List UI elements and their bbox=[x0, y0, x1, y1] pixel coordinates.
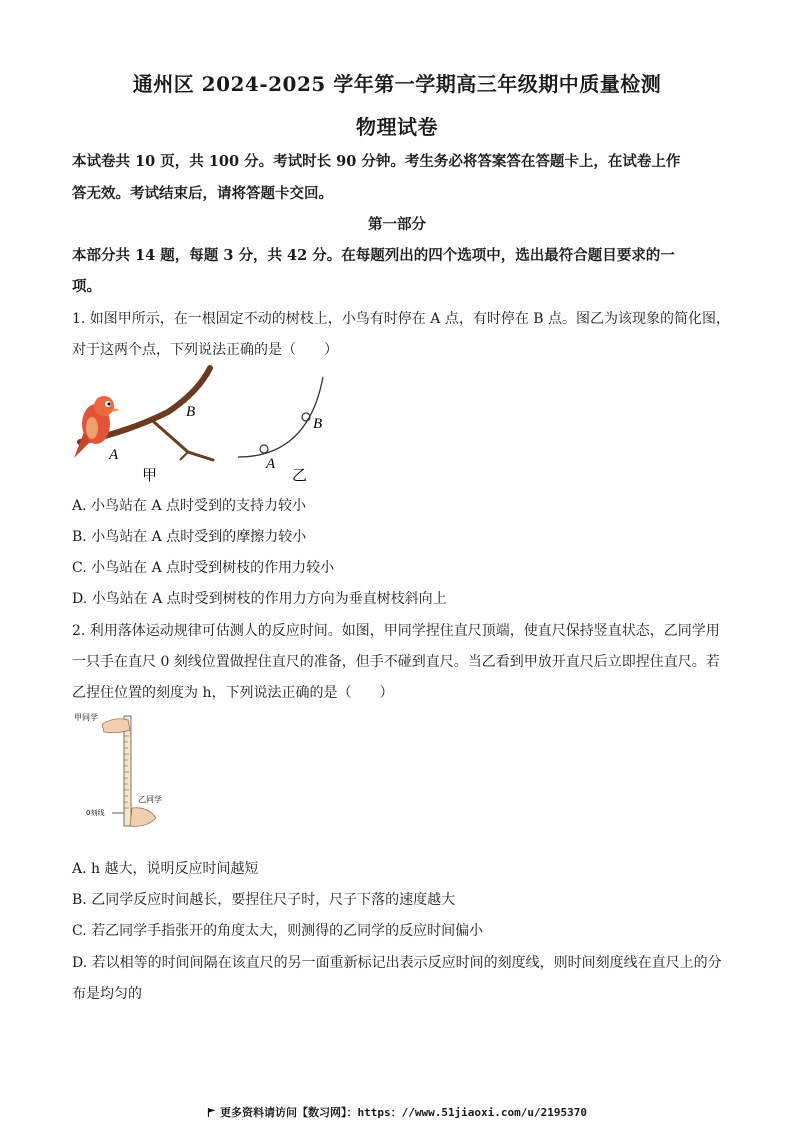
section-title: 第一部分 bbox=[368, 216, 426, 233]
footer bbox=[0, 1104, 794, 1120]
fig-label-a-right: A bbox=[266, 456, 276, 472]
q1-option-b: B. 小鸟站在 A 点时受到的摩擦力较小 bbox=[72, 529, 307, 545]
q2-option-b: B. 乙同学反应时间越长，要捏住尺子时，尺子下落的速度越大 bbox=[72, 892, 456, 908]
fig-label-a-left: A bbox=[109, 447, 119, 463]
q2-stem-line-3: 乙捏住位置的刻度为 h，下列说法正确的是（ ） bbox=[72, 685, 394, 701]
q1-option-d: D. 小鸟站在 A 点时受到树枝的作用力方向为垂直树枝斜向上 bbox=[72, 591, 447, 607]
q1-stem-line-2: 对于这两个点，下列说法正确的是（ ） bbox=[72, 342, 338, 358]
q2-option-d: D. 若以相等的时间间隔在该直尺的另一面重新标记出表示反应时间的刻度线，则时间刻度线在直尺上的分 bbox=[72, 955, 722, 971]
fig-caption-left: 甲 bbox=[142, 466, 158, 484]
exam-title: 通州区 2024-2025 学年第一学期高三年级期中质量检测 bbox=[132, 72, 662, 96]
fig-label-b-right: B bbox=[313, 416, 323, 432]
q2-option-a: A. h 越大，说明反应时间越短 bbox=[72, 861, 259, 877]
fig-caption-right: 乙 bbox=[292, 466, 308, 484]
q1-option-a: A. 小鸟站在 A 点时受到的支持力较小 bbox=[72, 498, 307, 514]
instructions-line-2: 答无效。考试结束后，请将答题卡交回。 bbox=[72, 185, 333, 202]
q1-figure bbox=[68, 362, 338, 487]
flag-icon bbox=[207, 1108, 216, 1117]
q2-stem-line-1: 2. 利用落体运动规律可估测人的反应时间。如图，甲同学捏住直尺顶端，使直尺保持竖直状态，乙同学用 bbox=[72, 623, 720, 639]
fig-label-b-left: B bbox=[186, 404, 196, 420]
label-zero-line: 0刻线 bbox=[86, 809, 105, 817]
q1-option-c: C. 小鸟站在 A 点时受到树枝的作用力较小 bbox=[72, 560, 335, 576]
instructions-line-1: 本试卷共 10 页，共 100 分。考试时长 90 分钟。考生务必将答案答在答题卡上，在试卷上作 bbox=[72, 153, 681, 170]
q1-stem-line-1: 1. 如图甲所示，在一根固定不动的树枝上，小鸟有时停在 A 点，有时停在 B 点。图乙为该现象的简化图， bbox=[72, 311, 731, 327]
section-desc-line-1: 本部分共 14 题，每题 3 分，共 42 分。在每题列出的四个选项中，选出最符合题目要求的一 bbox=[72, 247, 675, 264]
q2-stem-line-2: 一只手在直尺 0 刻线位置做捏住直尺的准备，但手不碰到直尺。当乙看到甲放开直尺后立即捏住直尺。若 bbox=[72, 654, 720, 670]
exam-subtitle: 物理试卷 bbox=[356, 115, 438, 139]
ruler-icon bbox=[124, 716, 131, 826]
q2-option-d-continued: 布是均匀的 bbox=[72, 986, 142, 1002]
hand-bottom-icon bbox=[130, 808, 156, 827]
q2-option-c: C. 若乙同学手指张开的角度太大，则测得的乙同学的反应时间偏小 bbox=[72, 923, 484, 939]
q2-figure bbox=[72, 710, 182, 835]
hand-top-icon bbox=[102, 719, 130, 733]
section-desc-line-2: 项。 bbox=[72, 278, 101, 295]
point-a-marker bbox=[260, 445, 268, 453]
label-yi: 乙同学 bbox=[138, 795, 162, 804]
footer-link[interactable]: 更多资料请访问【数习网】：https：//www.51jiaoxi.com/u/2195370 bbox=[219, 1106, 588, 1119]
label-jia: 甲同学 bbox=[74, 713, 98, 722]
